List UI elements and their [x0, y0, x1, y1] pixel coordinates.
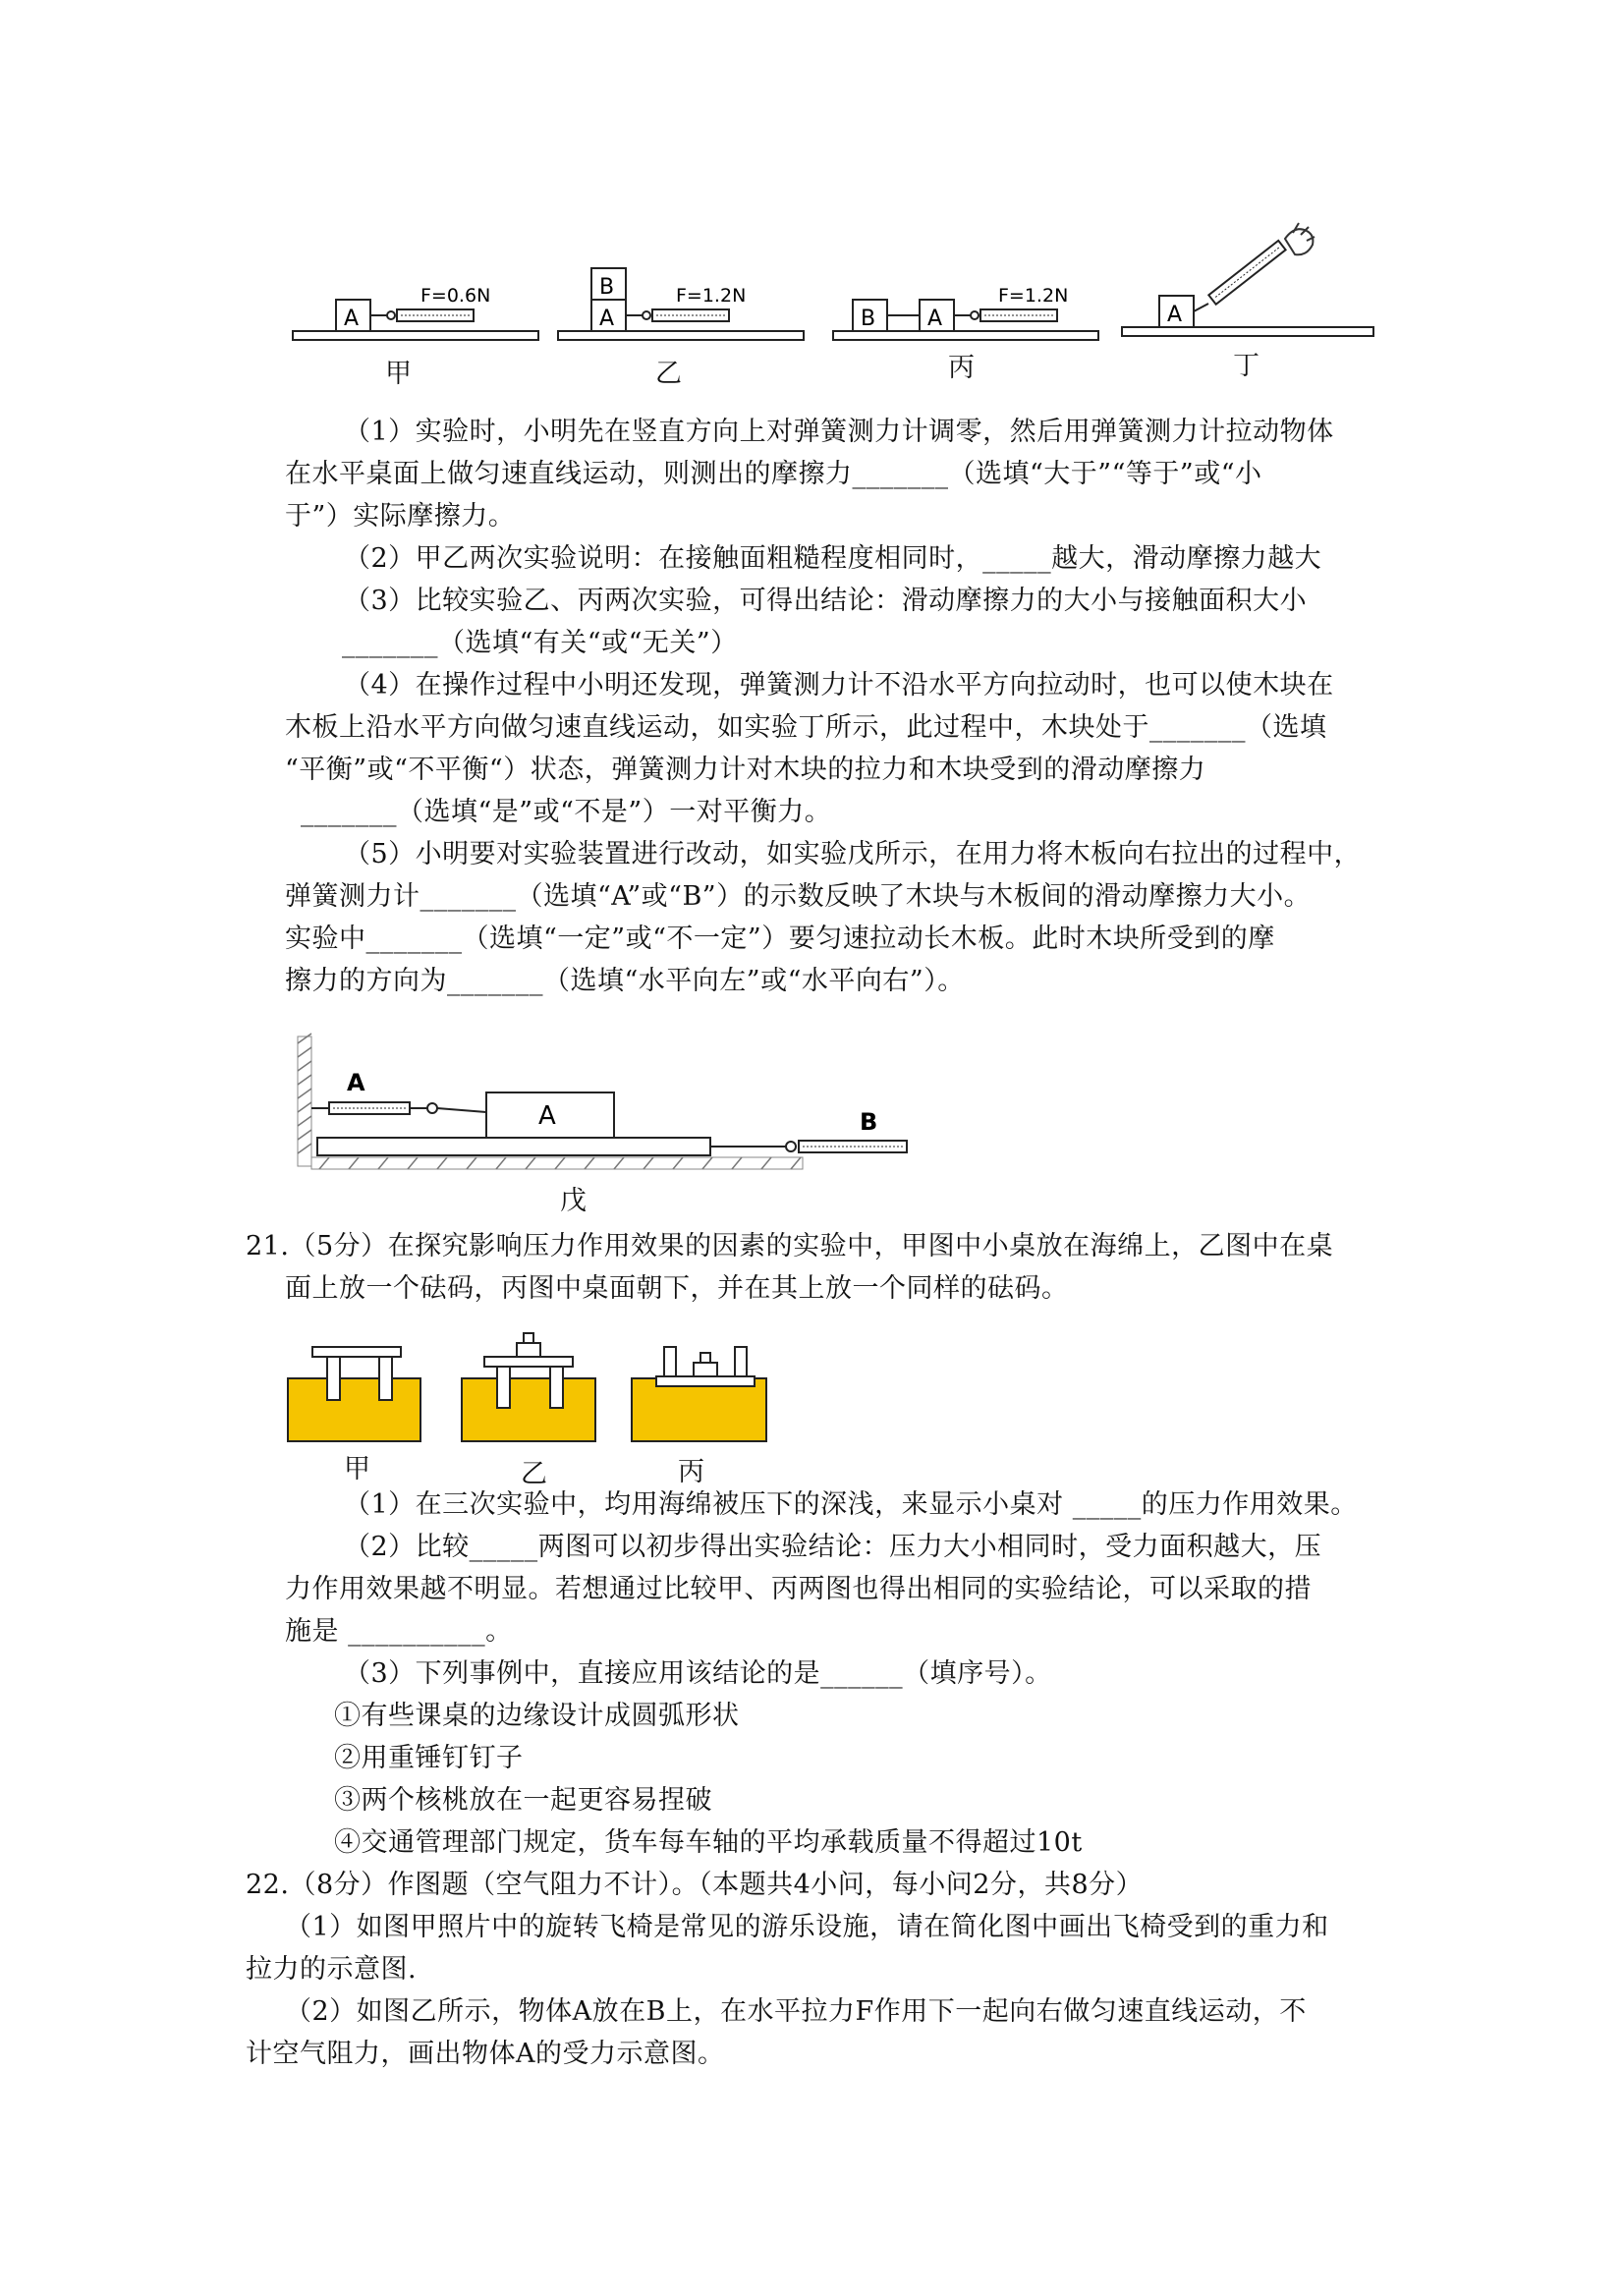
block-label: A [1167, 303, 1183, 327]
block-label: A [344, 307, 360, 331]
panel-bing [833, 285, 1098, 340]
q20-line: （2）甲乙两次实验说明：在接触面粗糙程度相同时，_____越大，滑动摩擦力越大 [344, 543, 1322, 574]
q20-line: _______（选填“有关“或“无关”） [342, 628, 738, 658]
q21-line: 面上放一个砝码，丙图中桌面朝下，并在其上放一个同样的砝码。 [285, 1273, 1069, 1304]
caption-jia-21: 甲 [344, 1454, 370, 1484]
q20-line: 弹簧测力计_______（选填“A”或“B”）的示数反映了木块与木板间的滑动摩擦力大小。 [285, 881, 1312, 912]
q20-line: （3）比较实验乙、丙两次实验，可得出结论：滑动摩擦力的大小与接触面积大小 [344, 586, 1308, 616]
q21-option: ③两个核桃放在一起更容易捏破 [334, 1785, 712, 1816]
q21-option: ④交通管理部门规定，货车每车轴的平均承载质量不得超过10t [334, 1827, 1083, 1858]
q22-line: 计空气阻力，画出物体A的受力示意图。 [246, 2039, 725, 2069]
scale-b-label: B [860, 1108, 878, 1136]
q20-line: _______（选填“是”或“不是”）一对平衡力。 [301, 797, 832, 827]
panel-yi [558, 268, 804, 340]
block-a-label: A [538, 1101, 556, 1131]
friction-experiments-figure [285, 221, 1385, 398]
q21-option: ②用重锤钉钉子 [334, 1743, 524, 1773]
q20-line: 在水平桌面上做匀速直线运动，则测出的摩擦力_______（选填“大于”“等于”或“小 [285, 459, 1262, 489]
pressure-experiments-figure [283, 1331, 794, 1459]
q20-line: （1）实验时，小明先在竖直方向上对弹簧测力计调零，然后用弹簧测力计拉动物体 [344, 417, 1334, 447]
q20-line: 擦力的方向为_______（选填“水平向左”或“水平向右”）。 [285, 966, 965, 996]
caption-yi: 乙 [655, 359, 682, 389]
scale-a-label: A [347, 1069, 365, 1096]
force-label: F=1.2N [676, 285, 747, 307]
caption-jia: 甲 [385, 359, 412, 389]
q22-line: （2）如图乙所示，物体A放在B上，在水平拉力F作用下一起向右做匀速直线运动，不 [285, 1996, 1307, 2027]
q21-sub-line: 力作用效果越不明显。若想通过比较甲、丙两图也得出相同的实验结论，可以采取的措 [285, 1574, 1312, 1604]
setup-bing [632, 1347, 766, 1441]
q20-line: “平衡”或“不平衡“）状态，弹簧测力计对木块的拉力和木块受到的滑动摩擦力 [285, 755, 1206, 785]
hand-icon [1285, 223, 1315, 254]
block-label: A [599, 307, 615, 331]
block-label: B [599, 275, 615, 300]
block-label: A [927, 307, 943, 331]
q21-sub-line: 施是 __________。 [285, 1616, 513, 1647]
block-label: B [861, 307, 876, 331]
setup-yi [462, 1333, 595, 1441]
q22-line: 22.（8分）作图题（空气阻力不计）。（本题共4小问，每小问2分，共8分） [246, 1870, 1144, 1900]
weight-icon [694, 1363, 717, 1376]
q22-line: 拉力的示意图. [246, 1954, 418, 1985]
caption-bing: 丙 [948, 353, 975, 383]
q21-line: 21.（5分）在探究影响压力作用效果的因素的实验中，甲图中小桌放在海绵上，乙图中在桌 [246, 1231, 1334, 1261]
setup-jia [288, 1347, 420, 1441]
q21-sub-line: （2）比较_____两图可以初步得出实验结论：压力大小相同时，受力面积越大，压 [344, 1532, 1322, 1562]
caption-wu: 戊 [560, 1186, 587, 1216]
caption-bing-21: 丙 [678, 1457, 704, 1487]
q22-line: （1）如图甲照片中的旋转飞椅是常见的游乐设施，请在简化图中画出飞椅受到的重力和 [285, 1912, 1329, 1942]
q20-line: 于”）实际摩擦力。 [285, 501, 516, 532]
q20-line: （5）小明要对实验装置进行改动，如实验戊所示，在用力将木板向右拉出的过程中， [344, 839, 1362, 869]
long-board [317, 1138, 710, 1155]
q21-sub-line: （3）下列事例中，直接应用该结论的是______（填序号）。 [344, 1658, 1052, 1689]
q21-sub-line: （1）在三次实验中，均用海绵被压下的深浅，来显示小桌对 _____的压力作用效果。 [344, 1489, 1358, 1520]
experiment-wu-figure [290, 1032, 938, 1179]
force-label: F=1.2N [998, 285, 1069, 307]
weight-icon [517, 1343, 540, 1357]
panel-jia [293, 285, 538, 340]
force-label: F=0.6N [420, 285, 491, 307]
q20-line: 木板上沿水平方向做匀速直线运动，如实验丁所示，此过程中，木块处于_______（选填 [285, 712, 1327, 743]
q21-option: ①有些课桌的边缘设计成圆弧形状 [334, 1701, 740, 1731]
caption-ding: 丁 [1233, 351, 1259, 381]
caption-yi-21: 乙 [521, 1459, 547, 1489]
q20-line: （4）在操作过程中小明还发现，弹簧测力计不沿水平方向拉动时，也可以使木块在 [344, 670, 1334, 700]
panel-ding [1122, 223, 1373, 336]
q20-line: 实验中_______（选填“一定”或“不一定”）要匀速拉动长木板。此时木块所受到的摩 [285, 924, 1275, 954]
